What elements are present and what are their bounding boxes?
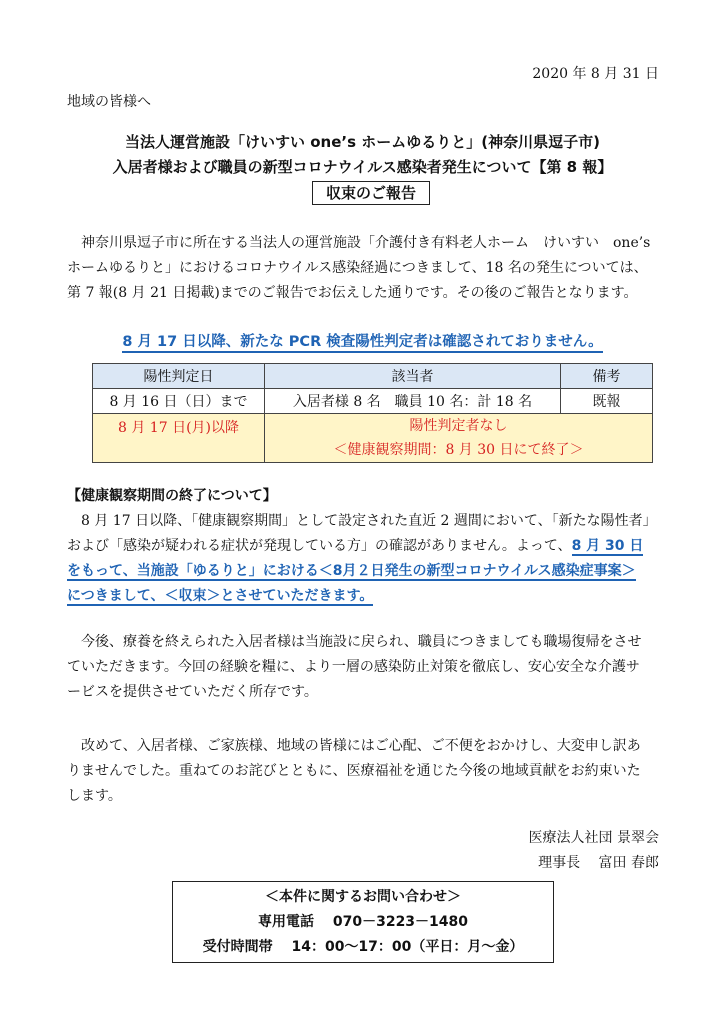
- cell-status: [265, 414, 653, 463]
- section-heading: 【健康観察期間の終了について】: [67, 488, 277, 504]
- section-line-4-emphasis: につきまして、＜収束＞とさせていただきます。: [67, 588, 374, 604]
- table-row: [93, 389, 653, 414]
- cell-date-from: 8 月 17 日(月)以降: [93, 414, 265, 463]
- intro-line-3: 第 7 報(8 月 21 日掲載)までのご報告でお伝えした通りです。その後のご報告となります。: [67, 285, 638, 301]
- para3-line-2: りませんでした。重ねてのお詫びとともに、医療福祉を通じた今後の地域貢献をお約束いた: [67, 763, 641, 779]
- status-line-1: 陽性判定者なし: [409, 418, 508, 434]
- para2-line-3: ービスを提供させていただく所存です。: [67, 684, 318, 700]
- intro-line-1: 神奈川県逗子市に所在する当法人の運営施設「介護付き有料老人ホーム けいすい one’s: [81, 235, 651, 251]
- para3-line-3: します。: [67, 788, 122, 804]
- header-date: 陽性判定日: [93, 364, 265, 389]
- para2-line-1: 今後、療養を終えられた入居者様は当施設に戻られ、職員につきましても職場復帰をさせ: [81, 634, 642, 650]
- cell-date: 8 月 16 日（日）まで: [93, 389, 265, 414]
- header-remarks: 備考: [561, 364, 653, 389]
- boxed-subtitle: 収束のご報告: [312, 181, 430, 205]
- intro-paragraph: [67, 231, 650, 306]
- highlight-notice: [0, 330, 725, 351]
- status-table: [92, 363, 653, 463]
- para3-line-1: 改めて、入居者様、ご家族様、地域の皆様にはご心配、ご不便をおかけし、大変申し訳あ: [81, 738, 641, 754]
- highlight-text: 8 月 17 日以降、新たな PCR 検査陽性判定者は確認されておりません。: [122, 334, 602, 353]
- paragraph-apology: [67, 734, 641, 809]
- paragraph-future: [67, 630, 642, 705]
- contact-box: [172, 881, 554, 963]
- title-line-2: 入居者様および職員の新型コロナウイルス感染者発生について【第 8 報】: [112, 158, 613, 176]
- status-line-2: ＜健康観察期間：8 月 30 日にて終了＞: [333, 442, 584, 458]
- contact-phone: 専用電話 070－3223－1480: [257, 914, 469, 930]
- cell-persons: 入居者様 8 名 職員 10 名：計 18 名: [265, 389, 561, 414]
- greeting: 地域の皆様へ: [67, 94, 151, 110]
- section-paragraph: [67, 509, 657, 609]
- title-line-1: 当法人運営施設「けいすい one’s ホームゆるりと」(神奈川県逗子市): [125, 133, 600, 151]
- representative-name: 理事長 富田 春郎: [538, 855, 659, 871]
- document-date: 2020 年 8 月 31 日: [532, 66, 659, 82]
- section-line-3-emphasis: をもって、当施設「ゆるりと」における＜8月２日発生の新型コロナウイルス感染症事案＞: [67, 563, 636, 579]
- table-header-row: [93, 364, 653, 389]
- section-line-2-emphasis: 8 月 30 日: [571, 538, 644, 554]
- header-persons: 該当者: [265, 364, 561, 389]
- intro-line-2: ホームゆるりと」におけるコロナウイルス感染経過につきまして、18 名の発生については、: [67, 260, 648, 276]
- section-line-4: [67, 584, 657, 609]
- section-line-1: 8 月 17 日以降、「健康観察期間」として設定された直近 2 週間において、「新たな陽性者」: [81, 513, 657, 529]
- para2-line-2: ていただきます。今回の経験を糧に、より一層の感染防止対策を徹底し、安心安全な介護サ: [67, 659, 640, 675]
- organization-name: 医療法人社団 景翠会: [528, 830, 659, 846]
- section-line-2-text: および「感染が疑われる症状が発現している方」の確認がありません。よって、: [67, 538, 572, 554]
- section-line-2: [67, 534, 657, 559]
- contact-heading: ＜本件に関するお問い合わせ＞: [265, 889, 461, 905]
- table-row-highlight: [93, 414, 653, 463]
- cell-remarks: 既報: [561, 389, 653, 414]
- section-line-3: [67, 559, 657, 584]
- contact-hours: 受付時間帯 14：00～17：00（平日：月～金）: [202, 939, 524, 955]
